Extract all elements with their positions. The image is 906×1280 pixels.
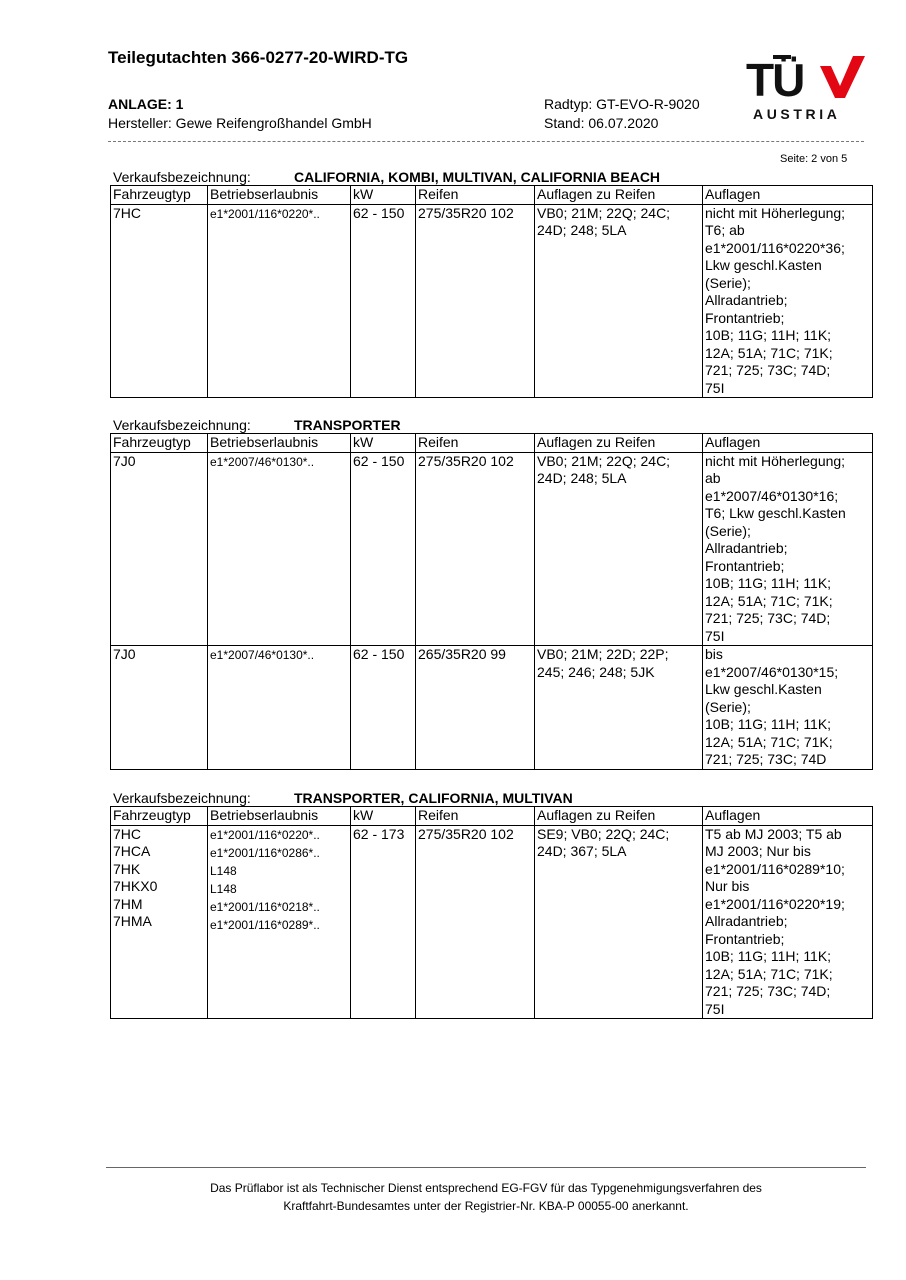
- cell-line: e1*2001/116*0218*..: [210, 899, 320, 914]
- cell-line: e1*2001/116*0220*36;: [705, 239, 845, 256]
- cell-line: 24D; 248; 5LA: [537, 222, 627, 238]
- fahrzeugtyp-cell: [111, 646, 208, 770]
- cell-line: Frontantrieb;: [705, 309, 785, 326]
- cell-line: 721; 725; 73C; 74D;: [705, 983, 831, 999]
- cell-line: Allradantrieb;: [705, 913, 788, 929]
- cell-line: 7HM: [113, 895, 143, 912]
- stand-label: Stand: 06.07.2020: [544, 115, 659, 131]
- cell-line: SE9; VB0; 22Q; 24C;: [537, 825, 670, 842]
- cell-line: L148: [210, 881, 237, 896]
- footer-note: [108, 1179, 864, 1215]
- column-header: Fahrzeugtyp: [111, 807, 208, 826]
- radtyp-label: Radtyp: GT-EVO-R-9020: [544, 96, 700, 112]
- footer-line-2: Kraftfahrt-Bundesamtes unter der Registrier-Nr. KBA-P 00055-00 anerkannt.: [283, 1199, 689, 1213]
- cell-line: 7HC: [113, 204, 142, 221]
- cell-line: L148: [210, 863, 237, 878]
- cell-line: e1*2001/116*0289*10;: [705, 860, 845, 877]
- section-value: TRANSPORTER, CALIFORNIA, MULTIVAN: [294, 790, 573, 806]
- cell-line: T6; ab: [705, 222, 745, 238]
- column-header: Auflagen: [703, 807, 873, 826]
- cell-line: e1*2007/46*0130*15;: [705, 663, 839, 680]
- cell-line: Allradantrieb;: [705, 540, 788, 556]
- column-header: Betriebserlaubnis: [208, 807, 351, 826]
- cell-line: ab: [705, 470, 721, 486]
- section-2-heading: [113, 417, 401, 433]
- logo-subtext: AUSTRIA: [753, 106, 841, 122]
- cell-line: 7J0: [113, 452, 136, 469]
- column-header: kW: [351, 434, 416, 453]
- page-number: Seite: 2 von 5: [780, 153, 848, 165]
- column-header: Reifen: [416, 434, 535, 453]
- cell-line: 7HCA: [113, 843, 151, 859]
- cell-line: 245; 246; 248; 5JK: [537, 663, 655, 680]
- betriebserlaubnis-cell: [208, 204, 351, 398]
- section-label: Verkaufsbezeichnung:: [113, 169, 251, 185]
- cell-line: Frontantrieb;: [705, 930, 785, 947]
- cell-line: 7HC: [113, 825, 142, 842]
- header-separator: [108, 141, 864, 142]
- auflagen-reifen-cell: [535, 646, 703, 770]
- table-row: [111, 204, 873, 398]
- cell-line: 10B; 11G; 11H; 11K;: [705, 716, 832, 732]
- cell-line: e1*2001/116*0220*..: [210, 206, 320, 221]
- section-value: CALIFORNIA, KOMBI, MULTIVAN, CALIFORNIA BEACH: [294, 169, 661, 185]
- column-header: Auflagen zu Reifen: [535, 434, 703, 453]
- column-header: Betriebserlaubnis: [208, 434, 351, 453]
- cell-line: Nur bis: [705, 878, 750, 894]
- cell-line: Allradantrieb;: [705, 292, 788, 308]
- logo-check-mark: [820, 56, 865, 98]
- kw-cell: 62 - 150: [351, 646, 416, 770]
- cell-line: Frontantrieb;: [705, 557, 785, 574]
- cell-line: (Serie);: [705, 698, 751, 715]
- cell-line: e1*2007/46*0130*16;: [705, 487, 839, 504]
- column-header: Auflagen zu Reifen: [535, 807, 703, 826]
- cell-line: (Serie);: [705, 274, 751, 291]
- cell-line: 12A; 51A; 71C; 71K;: [705, 592, 833, 609]
- anlage-label: ANLAGE: 1: [108, 96, 184, 112]
- table-row: [111, 452, 873, 646]
- column-header: kW: [351, 807, 416, 826]
- kw-cell: 62 - 173: [351, 825, 416, 1019]
- cell-line: 24D; 248; 5LA: [537, 470, 627, 486]
- cell-line: e1*2001/116*0289*..: [210, 917, 320, 932]
- cell-line: VB0; 21M; 22Q; 24C;: [537, 204, 671, 221]
- table-header-row: [111, 807, 873, 826]
- tuv-austria-logo: [744, 52, 866, 122]
- cell-line: 75I: [705, 627, 725, 644]
- kw-cell: 62 - 150: [351, 204, 416, 398]
- column-header: Reifen: [416, 807, 535, 826]
- hersteller-label: Hersteller: Gewe Reifengroßhandel GmbH: [108, 115, 372, 131]
- column-header: Auflagen: [703, 186, 873, 205]
- reifen-cell: 275/35R20 102: [416, 452, 535, 646]
- cell-line: 7HMA: [113, 913, 152, 929]
- cell-line: e1*2001/116*0220*..: [210, 827, 320, 842]
- footer-line-1: Das Prüflabor ist als Technischer Dienst entsprechend EG-FGV für das Typgenehmigungsverfahren des: [210, 1181, 762, 1195]
- cell-line: 10B; 11G; 11H; 11K;: [705, 575, 832, 591]
- cell-line: 721; 725; 73C; 74D;: [705, 362, 831, 378]
- cell-line: e1*2001/116*0286*..: [210, 845, 320, 860]
- column-header: Auflagen: [703, 434, 873, 453]
- table-row: [111, 646, 873, 770]
- auflagen-cell: [703, 646, 873, 770]
- cell-line: 721; 725; 73C; 74D;: [705, 610, 831, 626]
- cell-line: 24D; 367; 5LA: [537, 843, 627, 859]
- auflagen-cell: [703, 825, 873, 1019]
- cell-line: (Serie);: [705, 522, 751, 539]
- cell-line: nicht mit Höherlegung;: [705, 204, 846, 221]
- cell-line: 75I: [705, 1000, 725, 1017]
- section-value: TRANSPORTER: [294, 417, 401, 433]
- cell-line: Lkw geschl.Kasten: [705, 681, 822, 697]
- column-header: Auflagen zu Reifen: [535, 186, 703, 205]
- fahrzeugtyp-cell: [111, 204, 208, 398]
- footer-separator: [106, 1167, 866, 1168]
- cell-line: 10B; 11G; 11H; 11K;: [705, 948, 832, 964]
- reifen-cell: 265/35R20 99: [416, 646, 535, 770]
- cell-line: bis: [705, 646, 723, 662]
- table-header-row: [111, 186, 873, 205]
- cell-line: e1*2007/46*0130*..: [210, 454, 315, 469]
- cell-line: e1*2007/46*0130*..: [210, 648, 315, 662]
- column-header: kW: [351, 186, 416, 205]
- column-header: Reifen: [416, 186, 535, 205]
- column-header: Fahrzeugtyp: [111, 186, 208, 205]
- auflagen-cell: [703, 452, 873, 646]
- cell-line: nicht mit Höherlegung;: [705, 452, 846, 469]
- vehicle-table-3: [110, 806, 873, 1019]
- fahrzeugtyp-cell: [111, 452, 208, 646]
- auflagen-reifen-cell: [535, 825, 703, 1019]
- cell-line: 12A; 51A; 71C; 71K;: [705, 733, 833, 750]
- reifen-cell: 275/35R20 102: [416, 204, 535, 398]
- reifen-cell: 275/35R20 102: [416, 825, 535, 1019]
- column-header: Fahrzeugtyp: [111, 434, 208, 453]
- section-1-heading: [113, 169, 660, 185]
- betriebserlaubnis-cell: [208, 452, 351, 646]
- cell-line: e1*2001/116*0220*19;: [705, 895, 845, 912]
- vehicle-table-2: [110, 433, 873, 770]
- cell-line: 7J0: [113, 646, 136, 662]
- section-label: Verkaufsbezeichnung:: [113, 790, 251, 806]
- cell-line: MJ 2003; Nur bis: [705, 843, 811, 859]
- cell-line: 12A; 51A; 71C; 71K;: [705, 965, 833, 982]
- cell-line: VB0; 21M; 22Q; 24C;: [537, 452, 671, 469]
- logo-text: TÜ: [746, 54, 804, 106]
- document-title: Teilegutachten 366-0277-20-WIRD-TG: [108, 48, 409, 67]
- table-header-row: [111, 434, 873, 453]
- section-3-heading: [113, 790, 573, 806]
- cell-line: 12A; 51A; 71C; 71K;: [705, 344, 833, 361]
- betriebserlaubnis-cell: [208, 646, 351, 770]
- section-label: Verkaufsbezeichnung:: [113, 417, 251, 433]
- vehicle-table-1: [110, 185, 873, 398]
- cell-line: 721; 725; 73C; 74D: [705, 751, 827, 767]
- cell-line: T6; Lkw geschl.Kasten: [705, 505, 846, 521]
- cell-line: 7HK: [113, 860, 141, 877]
- auflagen-cell: [703, 204, 873, 398]
- betriebserlaubnis-cell: [208, 825, 351, 1019]
- cell-line: Lkw geschl.Kasten: [705, 257, 822, 273]
- table-row: [111, 825, 873, 1019]
- auflagen-reifen-cell: [535, 204, 703, 398]
- cell-line: 10B; 11G; 11H; 11K;: [705, 327, 832, 343]
- cell-line: 7HKX0: [113, 878, 158, 894]
- kw-cell: 62 - 150: [351, 452, 416, 646]
- column-header: Betriebserlaubnis: [208, 186, 351, 205]
- cell-line: VB0; 21M; 22D; 22P;: [537, 646, 669, 662]
- fahrzeugtyp-cell: [111, 825, 208, 1019]
- cell-line: T5 ab MJ 2003; T5 ab: [705, 825, 842, 842]
- cell-line: 75I: [705, 379, 725, 396]
- auflagen-reifen-cell: [535, 452, 703, 646]
